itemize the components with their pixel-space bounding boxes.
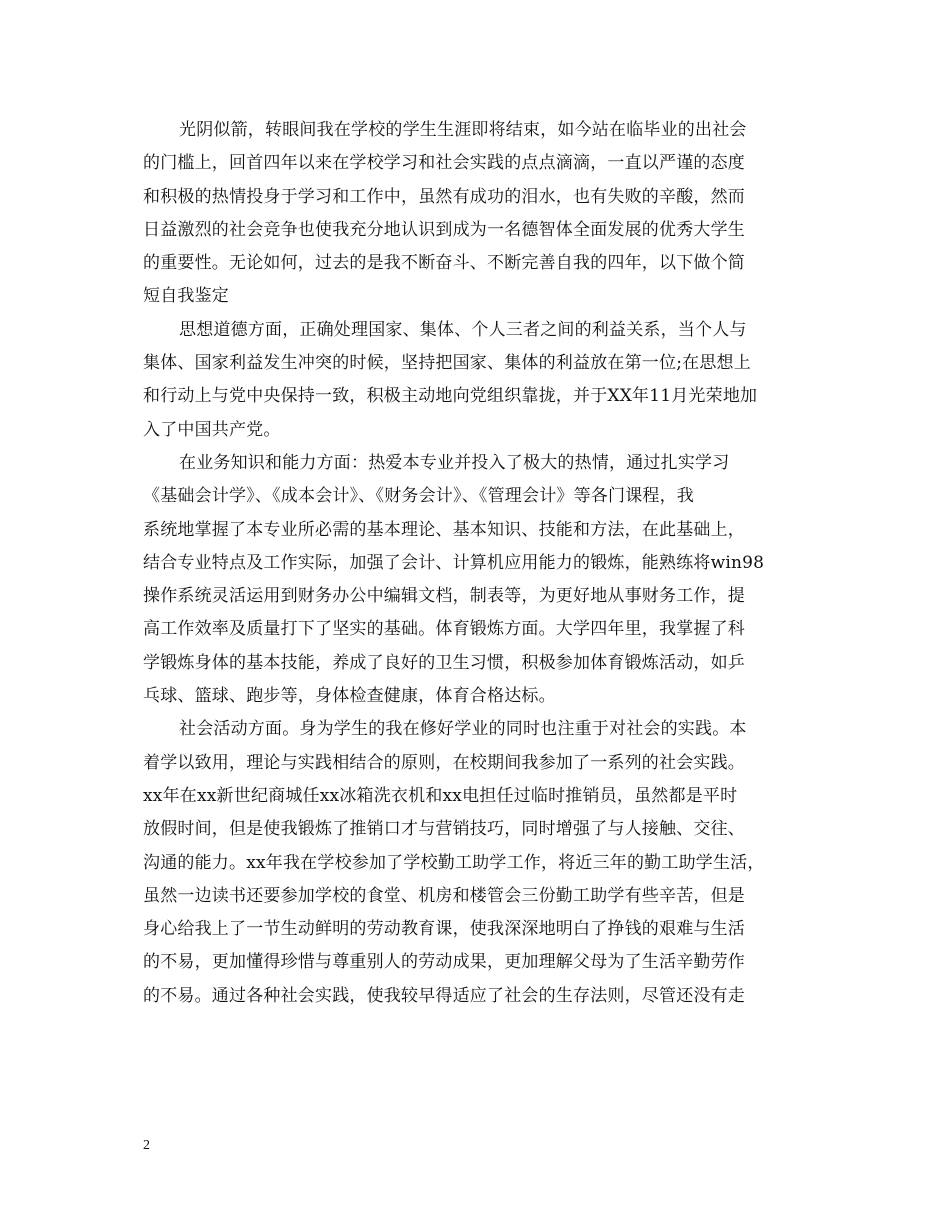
- text-line: 和积极的热情投身于学习和工作中，虽然有成功的泪水，也有失败的辛酸，然而: [143, 186, 745, 207]
- text-line: 身心给我上了一节生动鲜明的劳动教育课，使我深深地明白了挣钱的艰难与生活: [143, 919, 745, 940]
- text-line: 的不易，更加懂得珍惜与尊重别人的劳动成果，更加理解父母为了生活辛勤劳作: [143, 952, 745, 973]
- text-line: 操作系统灵活运用到财务办公中编辑文档，制表等，为更好地从事财务工作，提: [143, 586, 745, 607]
- text-line: 放假时间，但是使我锻炼了推销口才与营销技巧，同时增强了与人接触、交往、: [143, 819, 745, 840]
- text-line: 在业务知识和能力方面：热爱本专业并投入了极大的热情，通过扎实学习: [179, 452, 730, 473]
- text-line: 日益激烈的社会竞争也使我充分地认识到成为一名德智体全面发展的优秀大学生: [143, 219, 745, 240]
- text-line: 结合专业特点及工作实际，加强了会计、计算机应用能力的锻炼，能熟练将win98: [143, 552, 765, 573]
- page-number: 2: [143, 1138, 150, 1153]
- text-line: 系统地掌握了本专业所必需的基本理论、基本知识、技能和方法，在此基础上，: [143, 519, 745, 540]
- paragraph-professional-skills: [143, 447, 809, 713]
- text-line: xx年在xx新世纪商城任xx冰箱洗衣机和xx电担任过临时推销员，虽然都是平时: [143, 785, 738, 806]
- document-body: [143, 114, 809, 1013]
- text-line: 高工作效率及质量打下了坚实的基础。体育锻炼方面。大学四年里，我掌握了科: [143, 619, 745, 640]
- text-line: 思想道德方面，正确处理国家、集体、个人三者之间的利益关系，当个人与: [179, 319, 747, 340]
- paragraph-self-intro: [143, 114, 809, 314]
- text-line: 的不易。通过各种社会实践，使我较早得适应了社会的生存法则，尽管还没有走: [143, 985, 745, 1006]
- text-line: 短自我鉴定: [143, 286, 229, 307]
- text-line: 虽然一边读书还要参加学校的食堂、机房和楼管会三份勤工助学有些辛苦，但是: [143, 885, 745, 906]
- text-line: 的门槛上，回首四年以来在学校学习和社会实践的点点滴滴，一直以严谨的态度: [143, 153, 745, 174]
- paragraph-ideology: [143, 314, 809, 447]
- text-line: 着学以致用，理论与实践相结合的原则，在校期间我参加了一系列的社会实践。: [143, 752, 745, 773]
- text-line: 社会活动方面。身为学生的我在修好学业的同时也注重于对社会的实践。本: [179, 719, 747, 740]
- paragraph-social-activities: [143, 713, 809, 1013]
- text-line: 学锻炼身体的基本技能，养成了良好的卫生习惯，积极参加体育锻炼活动，如乒: [143, 652, 745, 673]
- text-line: 的重要性。无论如何，过去的是我不断奋斗、不断完善自我的四年，以下做个简: [143, 253, 745, 274]
- text-line: 《基础会计学》、《成本会计》、《财务会计》、《管理会计》等各门课程，我: [143, 486, 694, 507]
- text-line: 集体、国家利益发生冲突的时候，坚持把国家、集体的利益放在第一位;在思想上: [143, 353, 751, 374]
- text-line: 乓球、篮球、跑步等，身体检查健康，体育合格达标。: [143, 686, 556, 707]
- text-line: 和行动上与党中央保持一致，积极主动地向党组织靠拢，并于XX年11月光荣地加: [143, 386, 758, 407]
- text-line: 沟通的能力。xx年我在学校参加了学校勤工助学工作，将近三年的勤工助学生活，: [143, 852, 765, 873]
- text-line: 光阴似箭，转眼间我在学校的学生生涯即将结束，如今站在临毕业的出社会: [179, 120, 747, 140]
- text-line: 入了中国共产党。: [143, 419, 281, 440]
